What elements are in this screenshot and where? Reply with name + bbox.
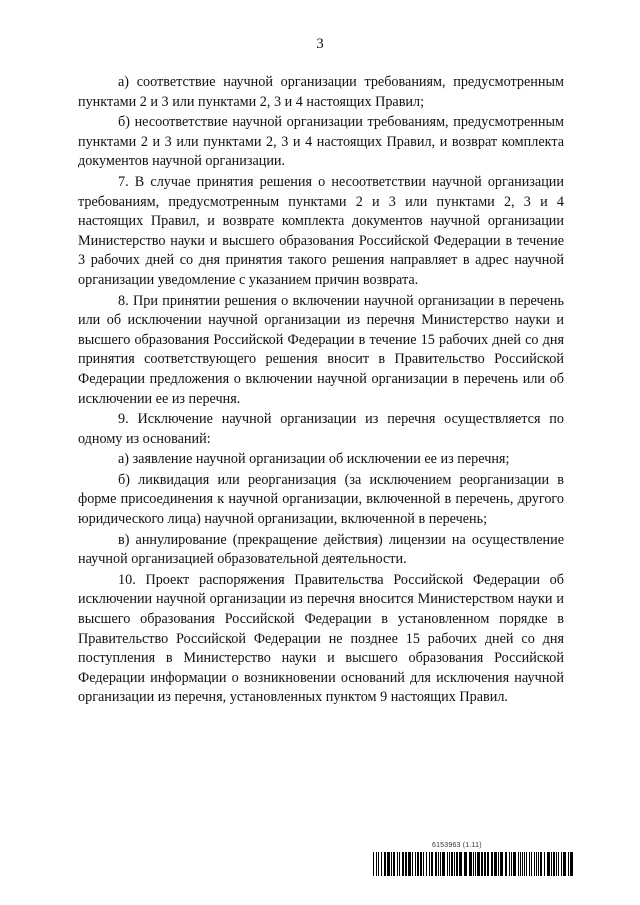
paragraph-a-compliance: а) соответствие научной организации требованиям, предусмотренным пунктами 2 и 3 или пунктами 2, 3 и 4 настоящих Правил; xyxy=(78,74,564,110)
page-number: 3 xyxy=(316,36,324,52)
paragraph-8: 8. При принятии решения о включении научной организации в перечень или об исключении научной организации из перечня Министерство науки и высшего образования Российской Федерации в течение 15 рабочих дней со дня принятия соответствующего решения вносит в Правительство Российской Федерации предложения о включении научной организации в перечень или об исключении ее из перечня. xyxy=(78,292,564,407)
paragraph-9v: в) аннулирование (прекращение действия) лицензии на осуществление научной организацией образовательной деятельности. xyxy=(78,531,564,568)
paragraph-9b: б) ликвидация или реорганизация (за исключением реорганизации в форме присоединения к научной организации, включенной в перечень, другого юридического лица) научной организации, включенной в перечень; xyxy=(78,471,564,528)
document-code: 6153963 (1.11) xyxy=(432,842,482,849)
document-body xyxy=(78,73,564,708)
paragraph-9a: а) заявление научной организации об исключении ее из перечня; xyxy=(118,451,510,468)
paragraph-10: 10. Проект распоряжения Правительства Российской Федерации об исключении научной организации из перечня вносится Министерством науки и высшего образования Российской Федерации в установленном порядке в Правительство Российской Федерации не позднее 15 рабочих дней со дня поступления в Министерство науки и высшего образования Российской Федерации информации о возникновении оснований для исключения научной организации из перечня, установленных пунктом 9 настоящих Правил. xyxy=(78,571,564,706)
barcode-icon xyxy=(373,852,573,876)
paragraph-7: 7. В случае принятия решения о несоответствии научной организации требованиям, предусмотренным пунктами 2 и 3 или пунктами 2, 3 и 4 настоящих Правил, и возврате комплекта документов научной организации Министерство науки и высшего образования Российской Федерации в течение 3 рабочих дней со дня принятия такого решения направляет в адрес научной организации уведомление с указанием причин возврата. xyxy=(78,173,564,288)
paragraph-9: 9. Исключение научной организации из перечня осуществляется по одному из оснований: xyxy=(78,411,564,447)
paragraph-b-noncompliance: б) несоответствие научной организации требованиям, предусмотренным пунктами 2 и 3 или пунктами 2, 3 и 4 настоящих Правил, и возврат комплекта документов научной организации. xyxy=(78,114,564,170)
